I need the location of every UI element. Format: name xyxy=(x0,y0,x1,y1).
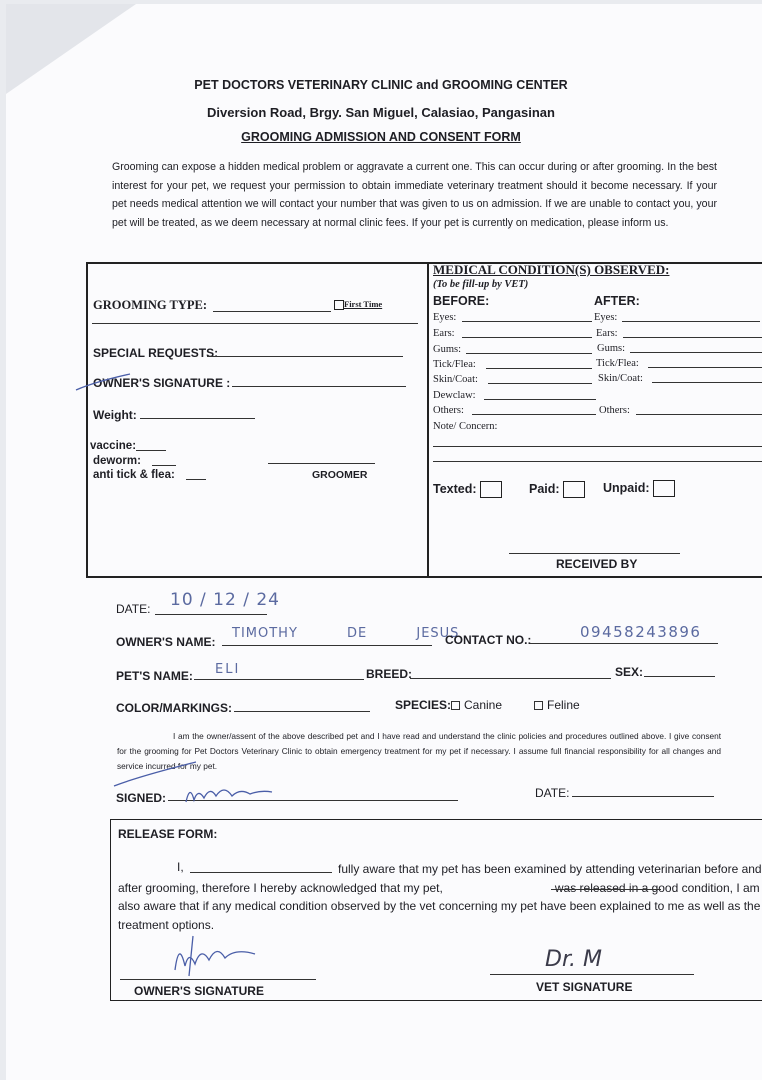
owner-signature-scribble xyxy=(180,780,280,810)
color-markings-field[interactable] xyxy=(234,711,370,712)
deworm-field[interactable] xyxy=(152,465,176,466)
after-gums-field[interactable] xyxy=(630,352,762,353)
feline-option[interactable] xyxy=(534,698,580,712)
clinic-address: Diversion Road, Brgy. San Miguel, Calasiao, Pangasinan xyxy=(207,105,555,120)
breed-label: BREED: xyxy=(366,667,413,681)
contact-value: 09458243896 xyxy=(580,623,702,641)
release-text-i: I, xyxy=(177,860,184,874)
received-by-label: RECEIVED BY xyxy=(556,557,638,571)
before-tick-label: Tick/Flea: xyxy=(433,359,476,370)
vet-signature-label: VET SIGNATURE xyxy=(536,980,633,994)
before-eyes-field[interactable] xyxy=(462,321,592,322)
after-others-label: Others: xyxy=(599,405,630,416)
release-text-1: fully aware that my pet has been examined by attending veterinarian before and after grooming, therefore I hereby acknowledged that my pet, xyxy=(118,862,762,895)
weight-field[interactable] xyxy=(140,418,255,419)
date-field[interactable] xyxy=(155,614,267,615)
form-title: GROOMING ADMISSION AND CONSENT FORM xyxy=(241,130,521,144)
intro-paragraph: Grooming can expose a hidden medical problem or aggravate a current one. This can occur during or after grooming. In the best interest for your pet, we request your permission to obtain immediate veterinary treatment should it become necessary. If your pet needs medical attention we will contact your number that was given to us on admission. If we are unable to contact you, your pet will be treated, as we deem necessary at normal clinic fees. If your pet is currently on medication, please inform us. xyxy=(112,161,717,229)
groomer-line[interactable] xyxy=(268,463,375,464)
deworm-label: deworm: xyxy=(93,455,141,467)
release-pet-name-line xyxy=(551,889,661,890)
before-gums-label: Gums: xyxy=(433,344,462,355)
before-eyes-label: Eyes: xyxy=(433,312,457,323)
release-title: RELEASE FORM: xyxy=(118,827,218,841)
date-label: DATE: xyxy=(116,602,151,616)
contact-field[interactable] xyxy=(530,643,718,644)
paid-checkbox[interactable] xyxy=(563,481,585,498)
vet-signature-line[interactable] xyxy=(490,974,694,975)
contact-label: CONTACT NO.: xyxy=(445,633,532,647)
release-paragraph xyxy=(118,860,762,934)
unpaid-label: Unpaid: xyxy=(603,480,650,495)
box-divider xyxy=(427,262,429,578)
consent-date-field[interactable] xyxy=(572,796,714,797)
medical-subtitle: (To be fill-up by VET) xyxy=(433,279,529,290)
special-requests-field[interactable] xyxy=(207,356,403,357)
before-label: BEFORE: xyxy=(433,294,490,308)
anti-tick-label: anti tick & flea: xyxy=(93,469,175,481)
sex-field[interactable] xyxy=(644,676,715,677)
vet-signature-value: Dr. M xyxy=(545,947,602,972)
pet-name-field[interactable] xyxy=(194,679,364,680)
release-owner-signature-scribble xyxy=(165,930,265,980)
clinic-name: PET DOCTORS VETERINARY CLINIC and GROOMING CENTER xyxy=(194,78,568,92)
color-markings-label: COLOR/MARKINGS: xyxy=(116,701,232,715)
groomer-label: GROOMER xyxy=(312,469,368,481)
first-time-checkbox[interactable] xyxy=(334,300,344,310)
owner-name-field[interactable] xyxy=(222,645,432,646)
breed-field[interactable] xyxy=(410,678,611,679)
vaccine-label: vaccine: xyxy=(90,440,137,452)
feline-checkbox[interactable] xyxy=(534,701,543,710)
release-owner-signature-line[interactable] xyxy=(120,979,316,980)
before-tick-field[interactable] xyxy=(486,368,592,369)
vaccine-field[interactable] xyxy=(136,450,166,451)
owner-signature-label: OWNER'S SIGNATURE : xyxy=(93,376,231,390)
pet-name-label: PET'S NAME: xyxy=(116,669,193,683)
grooming-type-line-2 xyxy=(92,323,418,324)
before-gums-field[interactable] xyxy=(466,353,592,354)
note-concern-label: Note/ Concern: xyxy=(433,421,498,432)
first-time-option[interactable] xyxy=(334,299,382,310)
owner-name-value: TIMOTHY DE JESUS xyxy=(232,626,460,641)
feline-label: Feline xyxy=(547,698,580,712)
grooming-type-label: GROOMING TYPE: xyxy=(93,298,208,312)
weight-label: Weight: xyxy=(93,408,137,422)
after-eyes-field[interactable] xyxy=(622,321,760,322)
unpaid-option[interactable] xyxy=(603,480,675,497)
consent-date-label: DATE: xyxy=(535,786,570,800)
owner-name-label: OWNER'S NAME: xyxy=(116,635,216,649)
pet-name-value: ELI xyxy=(215,662,241,677)
special-requests-label: SPECIAL REQUESTS: xyxy=(93,346,219,360)
after-eyes-label: Eyes: xyxy=(594,312,618,323)
owner-signature-field[interactable] xyxy=(232,386,406,387)
unpaid-checkbox[interactable] xyxy=(653,480,675,497)
before-others-field[interactable] xyxy=(472,414,596,415)
texted-label: Texted: xyxy=(433,481,477,496)
canine-option[interactable] xyxy=(451,698,502,712)
release-owner-signature-label: OWNER'S SIGNATURE xyxy=(134,984,264,998)
check-mark-icon xyxy=(74,370,134,394)
after-tick-label: Tick/Flea: xyxy=(596,358,639,369)
after-ears-label: Ears: xyxy=(596,328,618,339)
before-others-label: Others: xyxy=(433,405,464,416)
received-by-line[interactable] xyxy=(509,553,680,554)
before-skin-label: Skin/Coat: xyxy=(433,374,478,385)
canine-checkbox[interactable] xyxy=(451,701,460,710)
before-dewclaw-field[interactable] xyxy=(484,399,596,400)
note-concern-line-1[interactable] xyxy=(433,446,762,447)
grooming-type-field[interactable] xyxy=(213,311,331,312)
after-others-field[interactable] xyxy=(636,414,762,415)
paid-label: Paid: xyxy=(529,481,560,496)
texted-checkbox[interactable] xyxy=(480,481,502,498)
after-skin-field[interactable] xyxy=(652,382,762,383)
before-ears-label: Ears: xyxy=(433,328,455,339)
first-time-label: First Time xyxy=(344,299,383,309)
before-dewclaw-label: Dewclaw: xyxy=(433,390,476,401)
texted-option[interactable] xyxy=(433,481,502,498)
note-concern-line-2[interactable] xyxy=(433,461,762,462)
anti-tick-field[interactable] xyxy=(186,479,206,480)
before-ears-field[interactable] xyxy=(462,337,592,338)
after-label: AFTER: xyxy=(594,294,640,308)
canine-label: Canine xyxy=(464,698,503,712)
medical-title: MEDICAL CONDITION(S) OBSERVED: xyxy=(433,262,670,277)
after-tick-field[interactable] xyxy=(648,367,762,368)
after-ears-field[interactable] xyxy=(623,337,762,338)
release-text-2: was released in a good condition, I am also aware that if any medical condition observed by the vet concerning my pet have been explained to me as well as the treatment options. xyxy=(118,880,761,932)
paid-option[interactable] xyxy=(529,481,585,498)
after-gums-label: Gums: xyxy=(597,343,626,354)
after-skin-label: Skin/Coat: xyxy=(598,373,643,384)
before-skin-field[interactable] xyxy=(488,383,592,384)
signed-label: SIGNED: xyxy=(116,791,167,805)
consent-paragraph: I am the owner/assent of the above described pet and I have read and understand the clinic policies and procedures outlined above. I give consent for the grooming for Pet Doctors Veterinary Clinic to obtain emergency treatment for my pet if necessary. I assume full financial responsibility for all changes and service incurred for my pet. xyxy=(117,731,721,771)
sex-label: SEX: xyxy=(615,665,644,679)
date-value: 10 / 12 / 24 xyxy=(170,590,280,610)
species-label: SPECIES: xyxy=(395,698,452,712)
